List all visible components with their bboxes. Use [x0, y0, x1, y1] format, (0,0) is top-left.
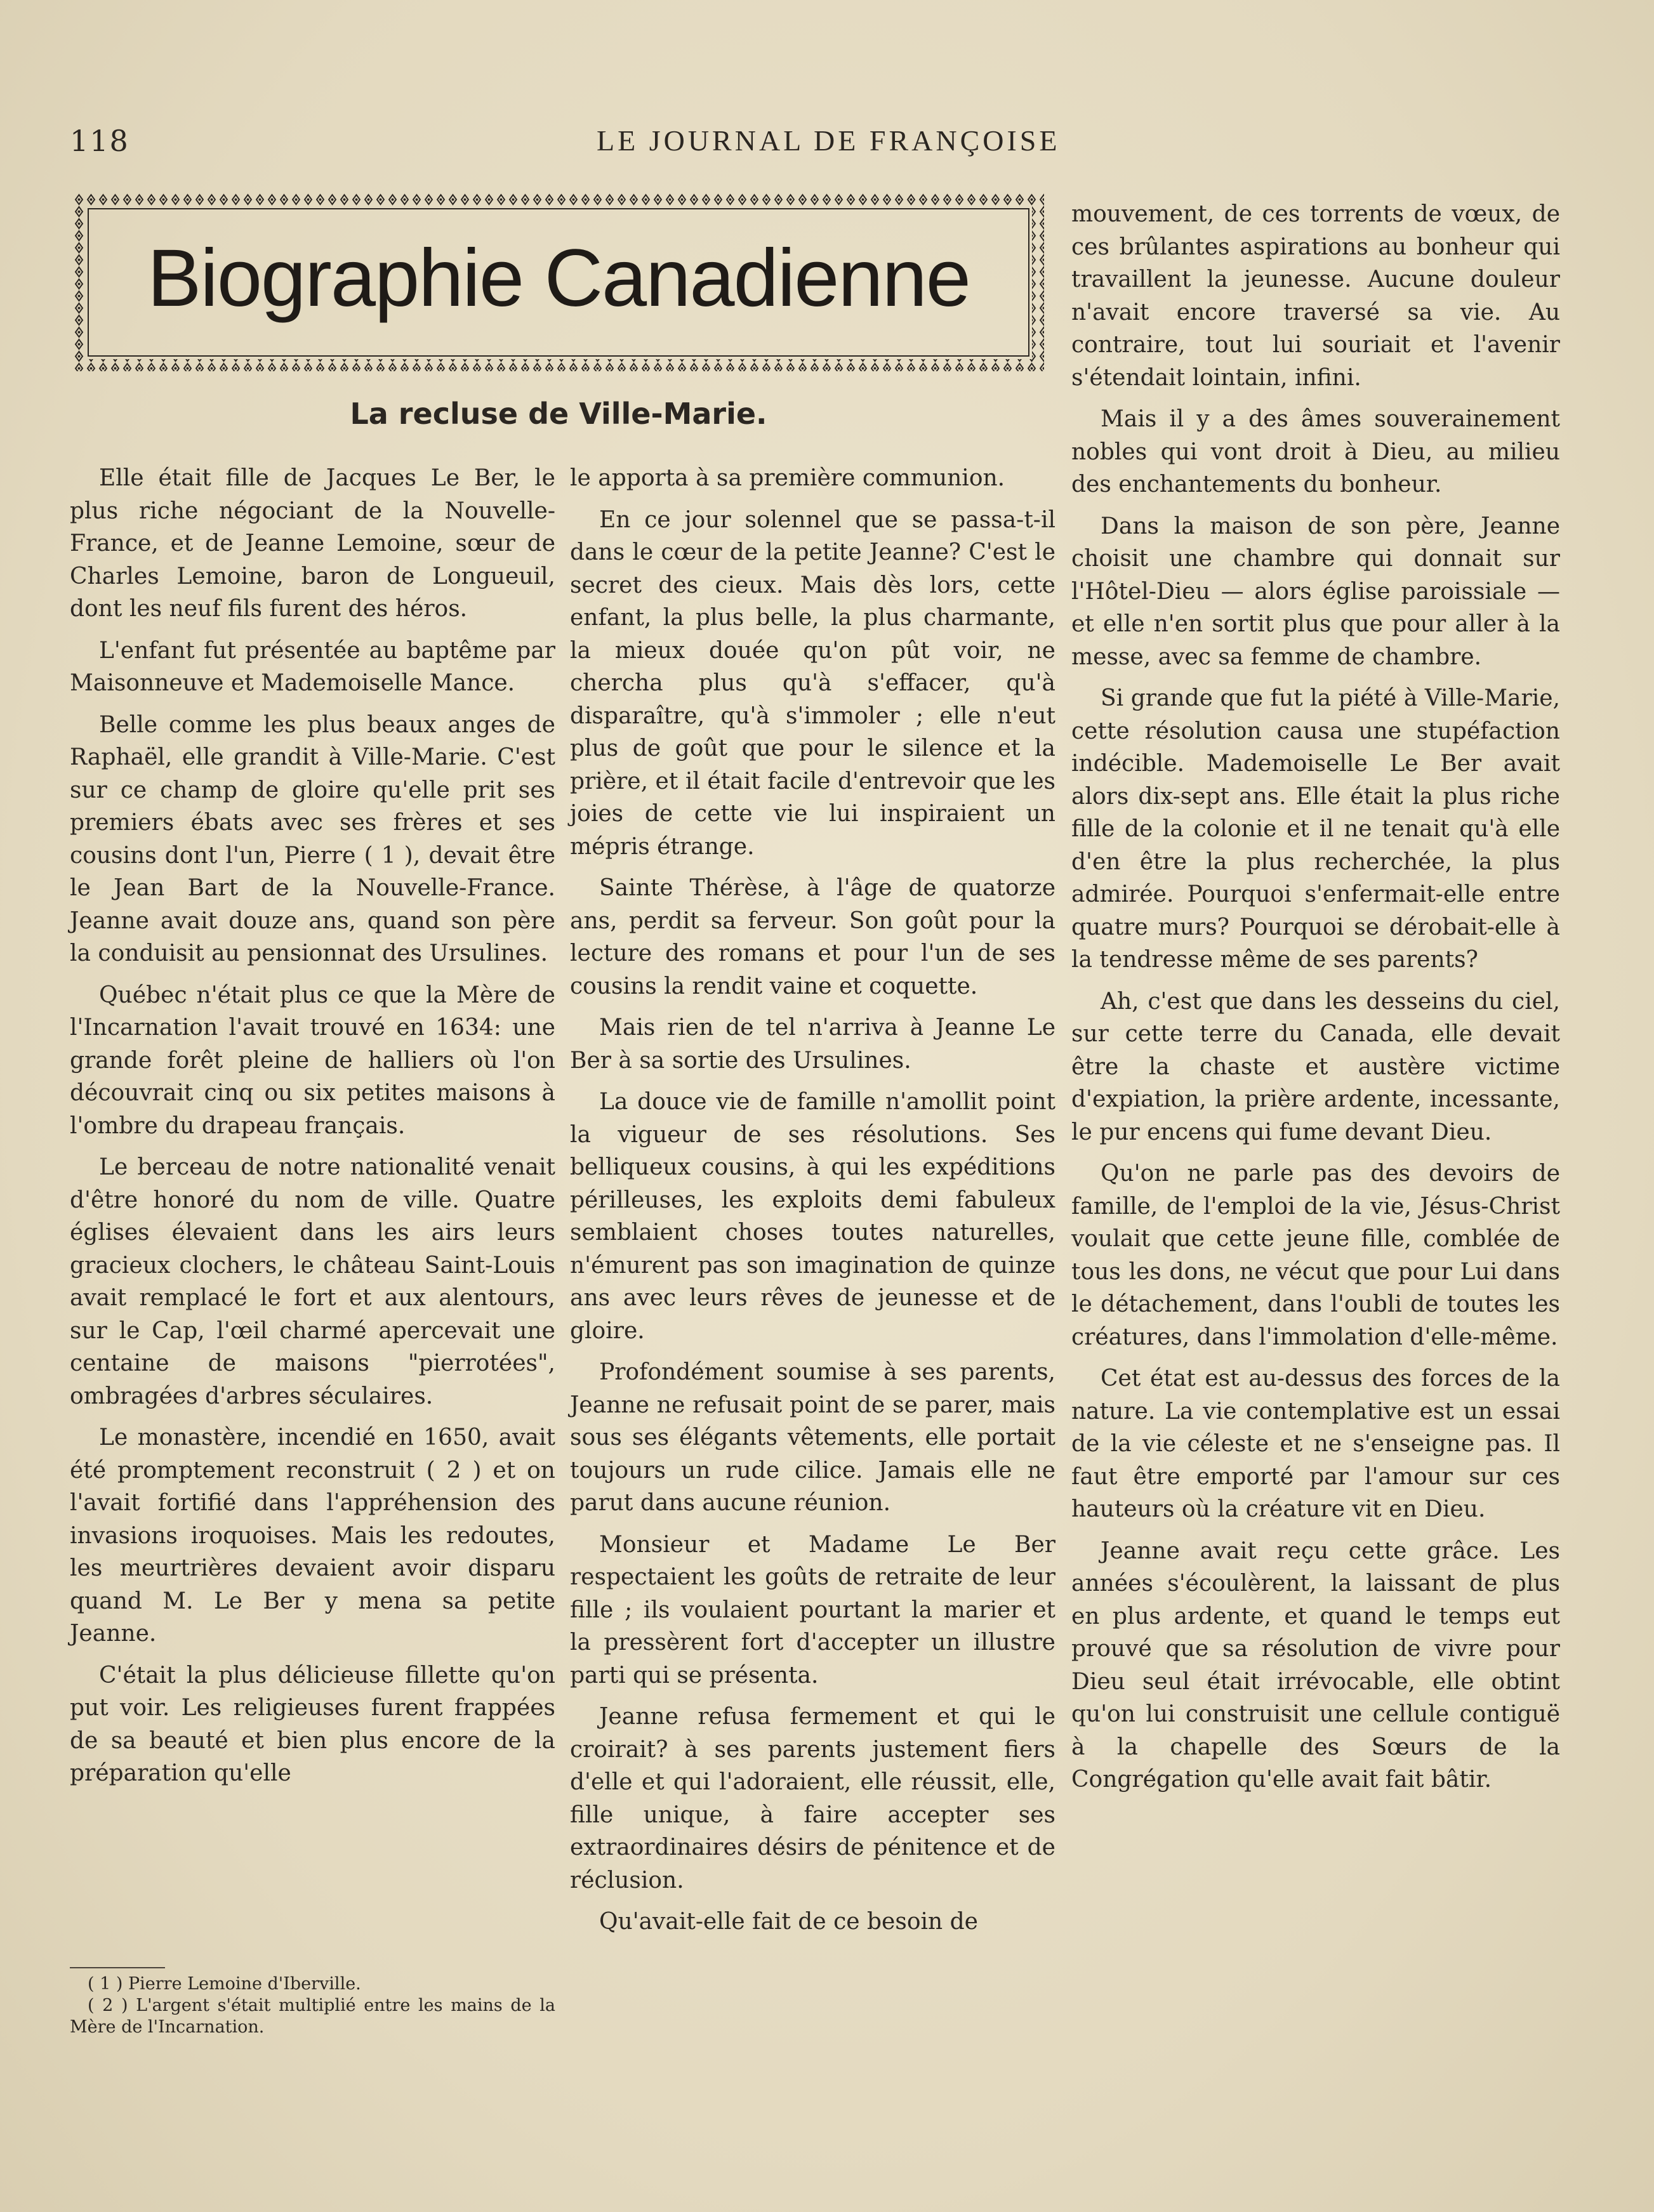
paragraph: Mais il y a des âmes souverainement nobles qui vont droit à Dieu, au milieu des enchantements du bonheur.	[1071, 406, 1560, 497]
paragraph: Mais rien de tel n'arriva à Jeanne Le Ber à sa sortie des Ursulines.	[570, 1015, 1055, 1074]
paragraph: Jeanne avait reçu cette grâce. Les années s'écoulèrent, la laissant de plus en plus ardente, et quand le temps eut prouvé que sa résolution de vivre pour Dieu seul était irrévocable, elle obtint qu'on lui construisit une cellule contiguë à la chapelle des Sœurs de la Congrégation qu'elle avait fait bâtir.	[1071, 1537, 1560, 1793]
page-number: 118	[70, 124, 129, 158]
paragraph-continuation: le apporta à sa première communion.	[570, 465, 1005, 491]
title-box	[73, 194, 1044, 371]
article-title: Biographie Canadienne	[147, 233, 970, 324]
paragraph: Dans la maison de son père, Jeanne choisit une chambre qui donnait sur l'Hôtel-Dieu — alors église paroissiale — et elle n'en sortit plus que pour aller à la messe, avec sa femme de chambre.	[1071, 513, 1560, 670]
footnotes	[70, 1973, 555, 2038]
paragraph: C'était la plus délicieuse fillette qu'on put voir. Les religieuses furent frappées de sa beauté et bien plus encore de la préparation qu'elle	[70, 1662, 555, 1786]
paragraph: Le berceau de notre nationalité venait d'être honoré du nom de ville. Quatre églises élevaient dans les airs leurs gracieux clochers, le château Saint-Louis avait remplacé le fort et aux alentours, sur le Cap, l'œil charmé apercevait une centaine de maisons "pierrotées", ombragées d'arbres séculaires.	[70, 1154, 555, 1409]
paragraph-continuation: mouvement, de ces torrents de vœux, de ces brûlantes aspirations au bonheur qui travaillent la jeunesse. Aucune douleur n'avait encore traversé sa vie. Au contraire, tout lui souriait et l'avenir s'étendait lointain, infini.	[1071, 201, 1560, 391]
footnote: ( 2 ) L'argent s'était multiplié entre les mains de la Mère de l'Incarnation.	[70, 1996, 555, 2037]
paragraph: L'enfant fut présentée au baptême par Maisonneuve et Mademoiselle Mance.	[70, 637, 555, 696]
text-column-2	[570, 462, 1055, 1947]
article-subtitle: La recluse de Ville-Marie.	[350, 397, 767, 431]
paragraph: Si grande que fut la piété à Ville-Marie, cette résolution causa une stupéfaction indécible. Mademoiselle Le Ber avait alors dix-sept ans. Elle était la plus riche fille de la colonie et il ne tenait qu'à elle d'en être la plus recherchée, la plus admirée. Pourquoi s'enfermait-elle entre quatre murs? Pourquoi se dérobait-elle à la tendresse même de ses parents?	[1071, 685, 1560, 973]
paragraph: Elle était fille de Jacques Le Ber, le plus riche négociant de la Nouvelle-France, et de Jeanne Lemoine, sœur de Charles Lemoine, baron de Longueuil, dont les neuf fils furent des héros.	[70, 465, 555, 622]
paragraph: Ah, c'est que dans les desseins du ciel, sur cette terre du Canada, elle devait être la chaste et austère victime d'expiation, la prière ardente, incessante, le pur encens qui fume devant Dieu.	[1071, 988, 1560, 1145]
paragraph: La douce vie de famille n'amollit point la vigueur de ses résolutions. Ses belliqueux cousins, à qui les expéditions périlleuses, les exploits demi fabuleux semblaient choses toutes naturelles, n'émurent pas son imagination de quinze ans avec leurs rêves de jeunesse et de gloire.	[570, 1089, 1055, 1344]
text-column-1	[70, 462, 555, 1799]
paragraph: Monsieur et Madame Le Ber respectaient les goûts de retraite de leur fille ; ils voulaient pourtant la marier et la pressèrent fort d'accepter un illustre parti qui se présenta.	[570, 1531, 1055, 1689]
paragraph: Cet état est au-dessus des forces de la nature. La vie contemplative est un essai de la vie céleste et ne s'enseigne pas. Il faut être emporté par l'amour sur ces hauteurs où la créature vit en Dieu.	[1071, 1366, 1560, 1522]
paragraph: Profondément soumise à ses parents, Jeanne ne refusait point de se parer, mais sous ses élégants vêtements, elle portait toujours un rude cilice. Jamais elle ne parut dans aucune réunion.	[570, 1359, 1055, 1516]
paragraph: Jeanne refusa fermement et qui le croirait? à ses parents justement fiers d'elle et qui l'adoraient, elle réussit, elle, fille unique, à faire accepter ses extraordinaires désirs de pénitence et de réclusion.	[570, 1704, 1055, 1893]
paragraph: Qu'avait-elle fait de ce besoin de	[599, 1909, 978, 1935]
footnote-divider	[70, 1967, 165, 1968]
paragraph: Belle comme les plus beaux anges de Raphaël, elle grandit à Ville-Marie. C'est sur ce champ de gloire qu'elle prit ses premiers ébats avec ses frères et ses cousins dont l'un, Pierre ( 1 ), devait être le Jean Bart de la Nouvelle-France. Jeanne avait douze ans, quand son père la conduisit au pensionnat des Ursulines.	[70, 711, 555, 966]
text-column-3	[1071, 198, 1560, 1805]
paragraph: Sainte Thérèse, à l'âge de quatorze ans, perdit sa ferveur. Son goût pour la lecture des romans et pour l'un de ses cousins la rendit vaine et coquette.	[570, 875, 1055, 999]
paragraph: En ce jour solennel que se passa-t-il dans le cœur de la petite Jeanne? C'est le secret des cieux. Mais dès lors, cette enfant, la plus belle, la plus charmante, la mieux douée qu'on pût voir, ne chercha plus qu'à s'effacer, qu'à disparaître, qu'à s'immoler ; elle n'eut plus de goût que pour le silence et la prière, et il était facile d'entrevoir que les joies de cette vie lui inspiraient un mépris étrange.	[570, 506, 1055, 860]
paragraph: Québec n'était plus ce que la Mère de l'Incarnation l'avait trouvé en 1634: une grande forêt pleine de halliers où l'on découvrait cinq ou six petites maisons à l'ombre du drapeau français.	[70, 982, 555, 1139]
footnote: ( 1 ) Pierre Lemoine d'Iberville.	[88, 1974, 361, 1994]
journal-title: LE JOURNAL DE FRANÇOISE	[597, 124, 1061, 157]
paragraph: Le monastère, incendié en 1650, avait été promptement reconstruit ( 2 ) et on l'avait fortifié dans l'appréhension des invasions iroquoises. Mais les redoutes, les meurtrières devaient avoir disparu quand M. Le Ber y mena sa petite Jeanne.	[70, 1425, 555, 1647]
paragraph: Qu'on ne parle pas des devoirs de famille, de l'emploi de la vie, Jésus-Christ voulait que cette jeune fille, comblée de tous les dons, ne vécut que pour Lui dans le détachement, dans l'oubli de toutes les créatures, dans l'immolation d'elle-même.	[1071, 1161, 1560, 1350]
running-head	[70, 124, 1593, 168]
